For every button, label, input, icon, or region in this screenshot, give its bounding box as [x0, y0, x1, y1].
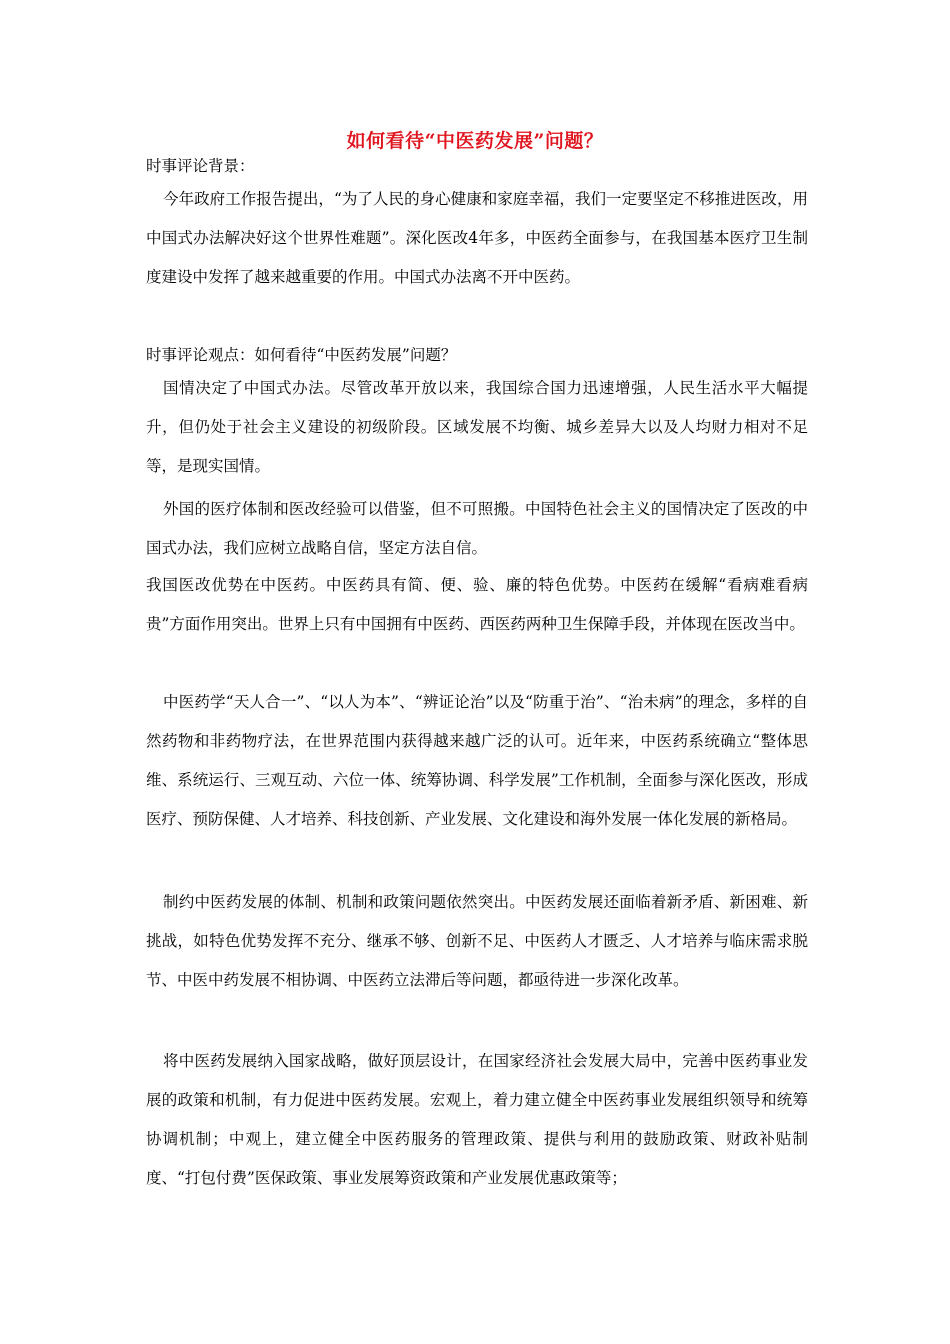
body-paragraph: 将中医药发展纳入国家战略，做好顶层设计，在国家经济社会发展大局中，完善中医药事业发展的政策和机制，有力促进中医药发展。宏观上，着力建立健全中医药事业发展组织领导和统筹协调机制；中观上，建立健全中医药服务的管理政策、提供与利用的鼓励政策、财政补贴制度、“打包付费”医保政策、事业发展筹资政策和产业发展优惠政策等； [146, 1052, 808, 1187]
body-paragraph: 中医药学“天人合一”、“以人为本”、“辨证论治”以及“防重于治”、“治未病”的理念，多样的自然药物和非药物疗法，在世界范围内获得越来越广泛的认可。近年来，中医药系统确立“整体思维、系统运行、三观互动、六位一体、统筹协调、科学发展”工作机制，全面参与深化医改，形成医疗、预防保健、人才培养、科技创新、产业发展、文化建设和海外发展一体化发展的新格局。 [146, 693, 808, 828]
background-label: 时事评论背景： [146, 157, 255, 175]
body-paragraph: 外国的医疗体制和医改经验可以借鉴，但不可照搬。中国特色社会主义的国情决定了医改的中国式办法，我们应树立战略自信，坚定方法自信。 [146, 500, 808, 557]
viewpoint-label: 时事评论观点：如何看待“中医药发展”问题？ [146, 346, 457, 364]
page-title: 如何看待“中医药发展”问题？ [346, 130, 604, 152]
body-paragraph: 制约中医药发展的体制、机制和政策问题依然突出。中医药发展还面临着新矛盾、新困难、新挑战，如特色优势发挥不充分、继承不够、创新不足、中医药人才匮乏、人才培养与临床需求脱节、中医中药发展不相协调、中医药立法滞后等问题，都亟待进一步深化改革。 [146, 893, 808, 989]
body-paragraph: 国情决定了中国式办法。尽管改革开放以来，我国综合国力迅速增强，人民生活水平大幅提升，但仍处于社会主义建设的初级阶段。区域发展不均衡、城乡差异大以及人均财力相对不足等，是现实国情。 [146, 379, 808, 475]
body-paragraph: 我国医改优势在中医药。中医药具有简、便、验、廉的特色优势。中医药在缓解“看病难看病贵”方面作用突出。世界上只有中国拥有中医药、西医药两种卫生保障手段，并体现在医改当中。 [146, 576, 808, 633]
background-paragraph: 今年政府工作报告提出，“为了人民的身心健康和家庭幸福，我们一定要坚定不移推进医改，用中国式办法解决好这个世界性难题”。深化医改4年多，中医药全面参与，在我国基本医疗卫生制度建设中发挥了越来越重要的作用。中国式办法离不开中医药。 [146, 190, 808, 286]
